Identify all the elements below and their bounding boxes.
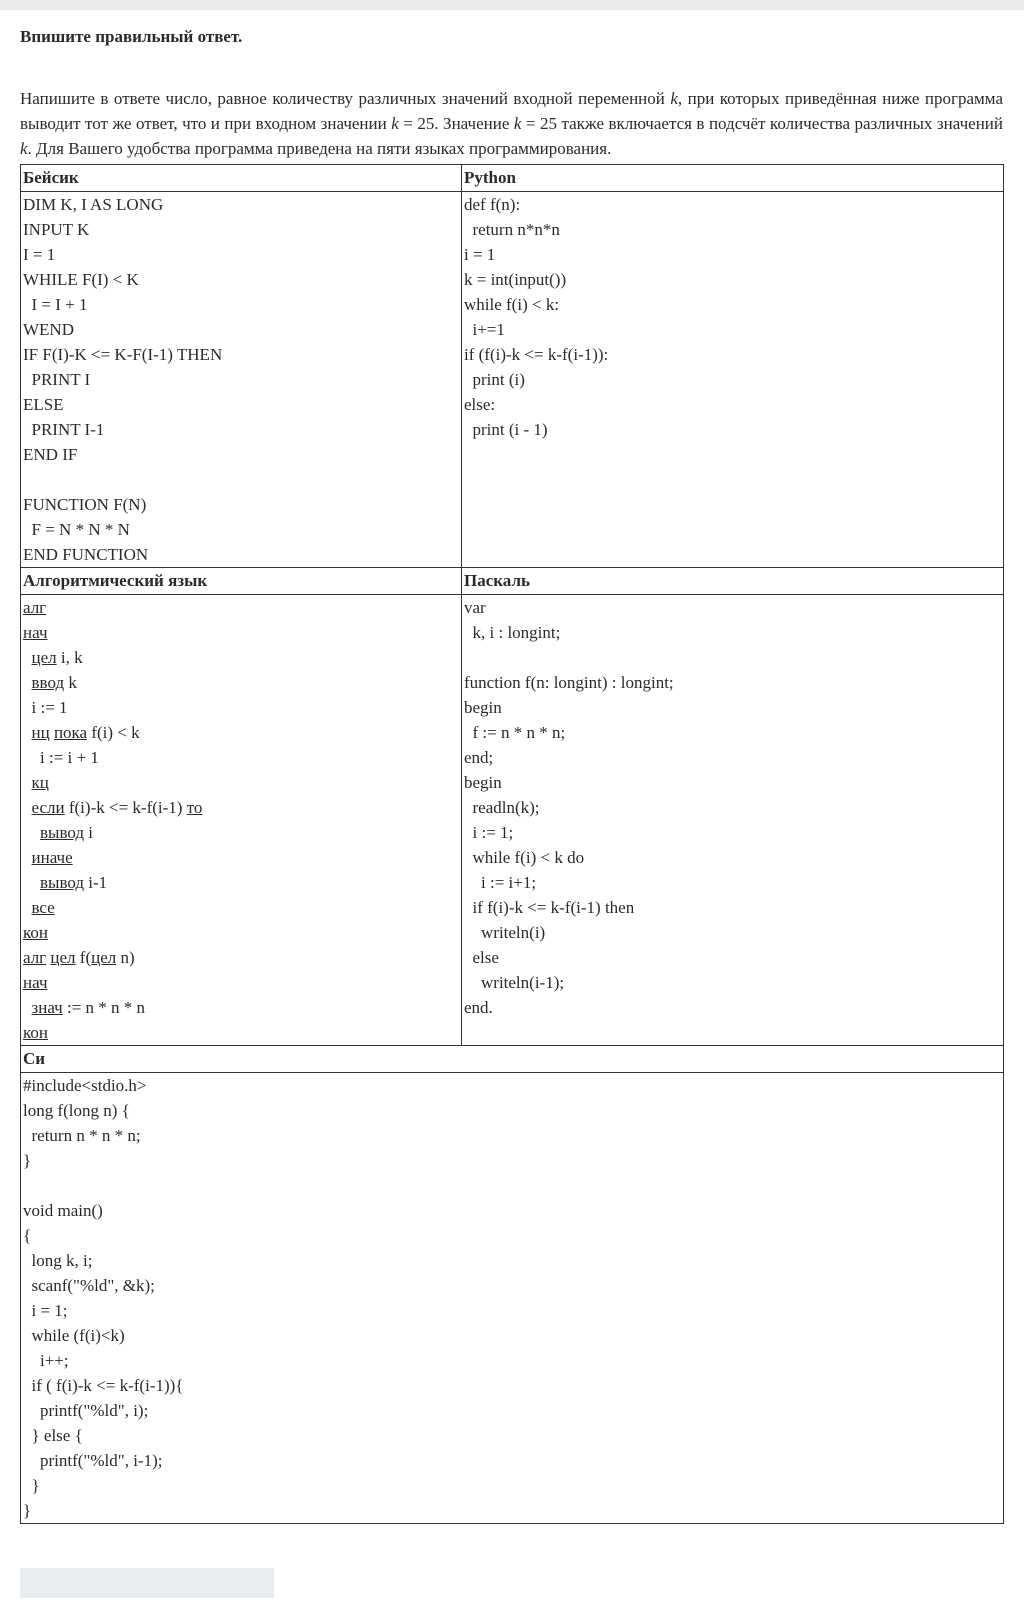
problem-statement: Напишите в ответе число, равное количеству различных значений входной переменной k, при которых приведённая ниже программа выводит тот же ответ, что и при входном значении k = 25. Значение k = 25 также включается в подсчёт количества различных значений k. Для Вашего удобства программа приведена на пяти языках программирования. [20,89,1003,158]
code-line: { [23,1226,32,1245]
code-line: #include<stdio.h> [23,1076,147,1095]
code-line: I = I + 1 [23,295,88,314]
code-line: printf("%ld", i-1); [23,1451,163,1470]
task-content [20,26,1003,1524]
code-line: i := 1; [464,823,514,842]
keyword: алг [23,948,47,967]
code-line: long f(long n) { [23,1101,130,1120]
code-line: DIM K, I AS LONG [23,195,164,214]
code-c [21,1073,1004,1524]
code-line: знач := n * n * n [31,998,146,1017]
code-line: i := 1 [31,698,68,717]
code-python [462,192,1004,568]
code-line: i = 1 [464,245,496,264]
code-line: else: [464,395,496,414]
code-line: while f(i) < k do [464,848,585,867]
keyword: кон [23,923,48,942]
keyword: иначе [31,848,73,867]
code-line: } [23,1151,32,1170]
code-line: function f(n: longint) : longint; [464,673,674,692]
keyword: нач [23,973,48,992]
header-c: Си [21,1046,1004,1073]
code-line: вывод i [40,823,94,842]
code-line: нц пока f(i) < k [31,723,140,742]
keyword: то [186,798,203,817]
code-basic [21,192,462,568]
keyword: ввод [31,673,65,692]
code-line: if (f(i)-k <= k-f(i-1)): [464,345,609,364]
code-line: END IF [23,445,78,464]
keyword: вывод [40,823,85,842]
answer-input[interactable] [20,1568,274,1598]
keyword: алг [23,598,47,617]
header-algo: Алгоритмический язык [21,568,462,595]
code-line: readln(k); [464,798,540,817]
code-line [23,1173,1001,1198]
code-line [23,895,459,920]
code-line: I = 1 [23,245,56,264]
code-line: WEND [23,320,74,339]
keyword: все [31,898,55,917]
code-line: } [23,1501,32,1520]
code-line: i := i+1; [464,873,537,892]
code-line: if f(i)-k <= k-f(i-1) then [464,898,635,917]
code-line [23,770,459,795]
top-bar [0,0,1024,10]
code-line: цел i, k [31,648,83,667]
keyword: цел [31,648,57,667]
code-line: while (f(i)<k) [23,1326,125,1345]
code-line: var [464,598,486,617]
code-line: else [464,948,499,967]
code-line: i++; [23,1351,69,1370]
keyword: нач [23,623,48,642]
code-line: long k, i; [23,1251,93,1270]
code-line: END FUNCTION [23,545,149,564]
code-line: end. [464,998,493,1017]
code-line [23,467,459,492]
code-line: k = int(input()) [464,270,567,289]
task-instruction: Впишите правильный ответ. [20,27,243,46]
code-line: F = N * N * N [23,520,130,539]
code-line: i = 1; [23,1301,68,1320]
code-line: IF F(I)-K <= K-F(I-1) THEN [23,345,223,364]
code-line: PRINT I-1 [23,420,105,439]
code-line: if ( f(i)-k <= k-f(i-1)){ [23,1376,184,1395]
header-pascal: Паскаль [462,568,1004,595]
code-line [23,970,459,995]
code-line: WHILE F(I) < K [23,270,139,289]
keyword: пока [53,723,88,742]
code-line [23,620,459,645]
code-line: i+=1 [464,320,505,339]
code-algo [21,595,462,1046]
header-python: Python [462,165,1004,192]
keyword: вывод [40,873,85,892]
code-table [20,164,1004,1524]
code-line: } else { [23,1426,83,1445]
keyword: если [31,798,65,817]
code-line: если f(i)-k <= k-f(i-1) то [31,798,203,817]
code-line: print (i - 1) [464,420,548,439]
code-line [23,920,459,945]
code-line: return n * n * n; [23,1126,141,1145]
code-line: printf("%ld", i); [23,1401,149,1420]
code-line: begin [464,698,502,717]
code-line: while f(i) < k: [464,295,560,314]
code-line: k, i : longint; [464,623,561,642]
code-line: алг цел f(цел n) [23,948,135,967]
keyword: цел [50,948,76,967]
keyword: кц [31,773,49,792]
code-line: f := n * n * n; [464,723,566,742]
code-line: вывод i-1 [40,873,108,892]
code-line: FUNCTION F(N) [23,495,147,514]
header-basic: Бейсик [21,165,462,192]
keyword: цел [91,948,117,967]
code-line [464,645,1001,670]
code-line: begin [464,773,502,792]
code-line: ELSE [23,395,64,414]
code-line: end; [464,748,494,767]
code-line: writeln(i-1); [464,973,565,992]
keyword: кон [23,1023,48,1042]
code-line: INPUT K [23,220,90,239]
keyword: нц [31,723,50,742]
keyword: знач [31,998,63,1017]
code-line: print (i) [464,370,525,389]
code-line: scanf("%ld", &k); [23,1276,155,1295]
code-line [23,845,459,870]
code-line [23,1020,459,1045]
code-line: writeln(i) [464,923,546,942]
code-line [23,595,459,620]
code-line: ввод k [31,673,77,692]
code-line: } [23,1476,40,1495]
code-pascal [462,595,1004,1046]
code-line: PRINT I [23,370,91,389]
code-line: void main() [23,1201,103,1220]
code-line: i := i + 1 [40,748,99,767]
code-line: return n*n*n [464,220,560,239]
code-line: def f(n): [464,195,521,214]
